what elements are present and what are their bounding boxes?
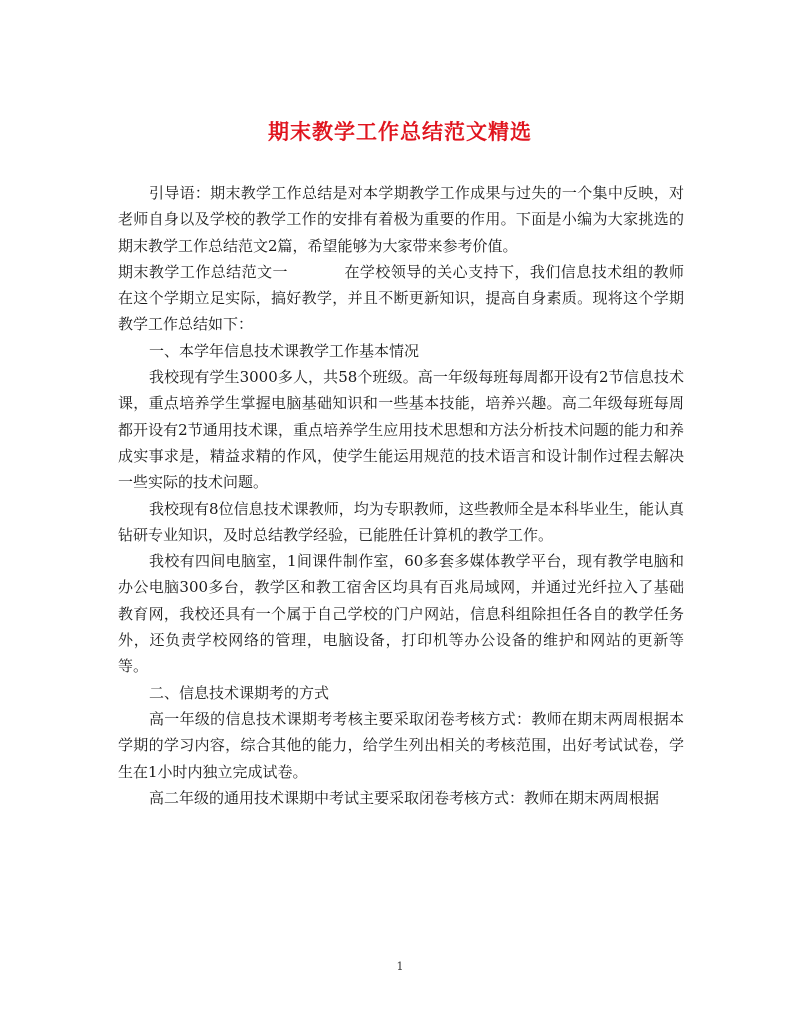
sample-opening: 在学校领导的关心支持下，我们信息技术组的教师在这个学期立足实际，搞好教学，并且不断更新知识，提高自身素质。现将这个学期教学工作总结如下：: [118, 262, 684, 334]
sample-heading: 期末教学工作总结范文一: [118, 262, 288, 281]
section2-paragraph-2: 高二年级的通用技术课期中考试主要采取闭卷考核方式：教师在期末两周根据: [149, 788, 660, 807]
page-number: 1: [396, 960, 404, 973]
section1-paragraph-1: 我校现有学生3000多人，共58个班级。高一年级每班每周都开设有2节信息技术课，重点培养学生掌握电脑基础知识和一些基本技能，培养兴趣。高二年级每班每周都开设有2节通用技术课，重点培养学生应用技术思想和方法分析技术问题的能力和养成实事求是，精益求精的作风，使学生能运用规范的技术语言和设计制作过程去解决一些实际的技术问题。: [118, 368, 684, 492]
sample-paragraph: [118, 259, 684, 338]
section2-title: 二、信息技术课期考的方式: [149, 683, 330, 702]
document-title: 期末教学工作总结范文精选: [268, 119, 532, 144]
section2-paragraph-1: 高一年级的信息技术课期考考核主要采取闭卷考核方式：教师在期末两周根据本学期的学习内容，综合其他的能力，给学生列出相关的考核范围，出好考试试卷，学生在1小时内独立完成试卷。: [118, 709, 684, 781]
section1-title: 一、本学年信息技术课教学工作基本情况: [149, 341, 420, 360]
section1-paragraph-3: 我校有四间电脑室，1间课件制作室，60多套多媒体教学平台，现有教学电脑和办公电脑300多台，教学区和教工宿舍区均具有百兆局域网，并通过光纤拉入了基础教育网，我校还具有一个属于自己学校的门户网站，信息科组除担任各自的教学任务外，还负责学校网络的管理，电脑设备，打印机等办公设备的维护和网站的更新等等。: [118, 552, 684, 676]
intro-paragraph: 引导语：期末教学工作总结是对本学期教学工作成果与过失的一个集中反映，对老师自身以及学校的教学工作的安排有着极为重要的作用。下面是小编为大家挑选的期末教学工作总结范文2篇，希望能够为大家带来参考价值。: [118, 184, 684, 255]
section1-paragraph-2: 我校现有8位信息技术课教师，均为专职教师，这些教师全是本科毕业生，能认真钻研专业知识，及时总结教学经验，已能胜任计算机的教学工作。: [118, 499, 684, 544]
document-body: [118, 180, 684, 811]
